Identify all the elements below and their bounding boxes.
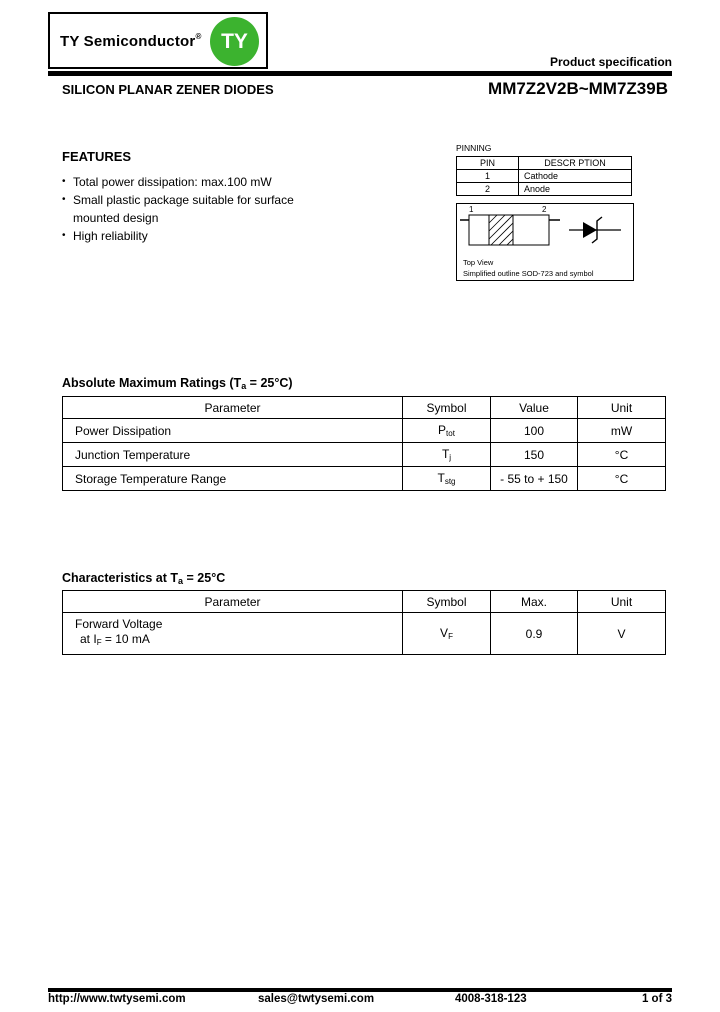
document-title: SILICON PLANAR ZENER DIODES [62, 82, 274, 97]
feature-text: High reliability [73, 229, 148, 243]
footer [48, 993, 672, 1009]
characteristics-header-row [63, 591, 666, 613]
parameter-cell: Junction Temperature [63, 443, 403, 467]
parameter-cell [63, 613, 403, 655]
heading-text: Absolute Maximum Ratings (T [62, 376, 242, 390]
footer-phone: 4008-318-123 [455, 993, 527, 1005]
page-number: 1 of 3 [641, 993, 672, 1005]
heading-text: = 25°C [183, 571, 226, 585]
symbol-base: P [438, 423, 447, 437]
value-cell: 100 [491, 419, 578, 443]
pin-description: Cathode [519, 170, 632, 183]
feature-text: Total power dissipation: max.100 mW [73, 175, 272, 189]
table-row [457, 183, 632, 196]
symbol-subscript: j [449, 453, 452, 462]
outline-caption: Simplified outline SOD-723 and symbol [463, 269, 594, 278]
footer-email: sales@twtysemi.com [258, 993, 375, 1005]
pin-description: Anode [519, 183, 632, 196]
symbol-subscript: stg [444, 477, 456, 486]
table-row [63, 467, 666, 491]
heading-text: = 25°C) [246, 376, 293, 390]
symbol-base: T [441, 447, 450, 461]
part-number: MM7Z2V2B~MM7Z39B [488, 79, 668, 98]
header-rule [48, 71, 672, 76]
logo [48, 12, 268, 69]
table-row [63, 613, 666, 655]
pinning-section [456, 143, 634, 281]
table-row [63, 419, 666, 443]
sod723-outline-drawing [457, 204, 633, 280]
absmax-table [62, 396, 666, 491]
parameter-header: Parameter [63, 591, 403, 613]
symbol-subscript: F [448, 632, 453, 641]
symbol-base: T [437, 471, 445, 485]
value-cell: - 55 to + 150 [491, 467, 578, 491]
condition-text: = 10 mA [101, 632, 150, 646]
bullet-icon: • [62, 194, 66, 205]
features-heading: FEATURES [62, 149, 132, 164]
unit-header: Unit [578, 591, 666, 613]
absmax-header-row [63, 397, 666, 419]
symbol-header: Symbol [403, 591, 491, 613]
footer-rule [48, 988, 672, 992]
feature-item [62, 191, 300, 227]
parameter-cell: Power Dissipation [63, 419, 403, 443]
logo-badge: TY [210, 17, 259, 66]
description-column-header: DESCR PTION [519, 157, 632, 170]
bullet-icon: • [62, 230, 66, 241]
symbol-cell [403, 467, 491, 491]
pin-column-header: PIN [457, 157, 519, 170]
feature-item [62, 227, 300, 245]
characteristics-table [62, 590, 666, 655]
pin1-label: 1 [469, 205, 474, 214]
max-cell: 0.9 [491, 613, 578, 655]
max-header: Max. [491, 591, 578, 613]
pin-number: 1 [457, 170, 519, 183]
subscript: a [178, 576, 184, 586]
unit-header: Unit [578, 397, 666, 419]
pinning-table-header-row [457, 157, 632, 170]
value-cell: 150 [491, 443, 578, 467]
symbol-base: V [440, 626, 449, 640]
product-spec-label: Product specification [549, 55, 672, 69]
pinning-table [456, 156, 632, 196]
logo-text [60, 32, 202, 50]
table-row [457, 170, 632, 183]
feature-text: Small plastic package suitable for surface mounted design [73, 193, 294, 225]
package-diagram [456, 203, 634, 281]
characteristics-heading [62, 571, 225, 586]
top-view-caption: Top View [463, 258, 494, 267]
heading-text: Characteristics at T [62, 571, 179, 585]
condition-subscript: F [96, 638, 102, 647]
unit-cell: °C [578, 467, 666, 491]
absmax-heading [62, 376, 293, 391]
pinning-heading: PINNING [456, 143, 492, 153]
parameter-line1: Forward Voltage [75, 617, 163, 631]
value-header: Value [491, 397, 578, 419]
symbol-subscript: tot [446, 429, 455, 438]
unit-cell: V [578, 613, 666, 655]
symbol-cell [403, 443, 491, 467]
parameter-header: Parameter [63, 397, 403, 419]
condition-text: at I [80, 632, 97, 646]
table-row [63, 443, 666, 467]
feature-item [62, 173, 300, 191]
unit-cell: mW [578, 419, 666, 443]
subscript: a [241, 381, 247, 391]
pin2-label: 2 [542, 205, 547, 214]
parameter-cell: Storage Temperature Range [63, 467, 403, 491]
symbol-header: Symbol [403, 397, 491, 419]
parameter-line2 [75, 632, 402, 650]
symbol-cell [403, 613, 491, 655]
features-section [62, 149, 300, 245]
company-name: TY Semiconductor [60, 32, 196, 50]
bullet-icon: • [62, 176, 66, 187]
footer-website: http://www.twtysemi.com [48, 993, 186, 1005]
unit-cell: °C [578, 443, 666, 467]
symbol-cell [403, 419, 491, 443]
zener-diode-symbol [569, 217, 621, 243]
pin-number: 2 [457, 183, 519, 196]
registered-trademark-icon: ® [195, 31, 202, 41]
